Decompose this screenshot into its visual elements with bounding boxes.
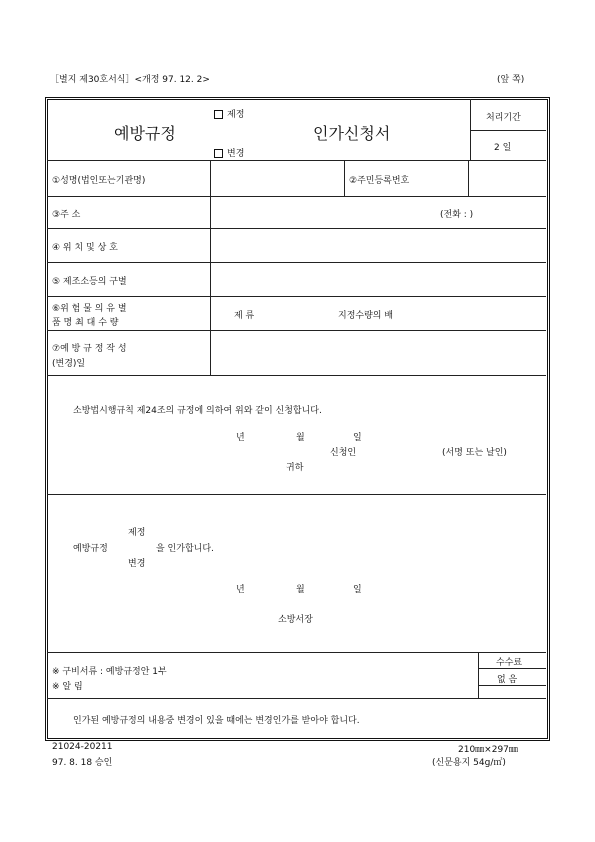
- option-amend[interactable]: 변경: [214, 146, 244, 159]
- approval-prefix: 예방규정: [73, 544, 108, 554]
- divider: [47, 698, 546, 699]
- processing-value: 2 일: [494, 143, 512, 153]
- option-enact[interactable]: 제정: [214, 107, 244, 120]
- approval-option-amend: 변경: [128, 559, 146, 569]
- notice-text: 인가된 예방규정의 내용중 변경이 있을 때에는 변경인가를 받아야 합니다.: [73, 716, 360, 726]
- page-side: (앞 쪽): [497, 75, 525, 85]
- application-day: 일: [353, 433, 362, 443]
- resident-number-field[interactable]: [470, 162, 544, 194]
- fee-value: 없 음: [497, 675, 518, 685]
- divider: [47, 296, 546, 297]
- address-label: ③주 소: [52, 210, 81, 220]
- divider: [47, 330, 546, 331]
- resident-number-label: ②주민등록번호: [349, 176, 410, 186]
- location-field[interactable]: [212, 230, 546, 262]
- application-month: 월: [296, 433, 305, 443]
- divider: [47, 375, 546, 376]
- approval-month: 월: [296, 585, 305, 595]
- form-reference: ［별지 제30호서식］<개정 97. 12. 2>: [50, 75, 210, 85]
- divider: [47, 196, 546, 197]
- category-field[interactable]: [212, 264, 546, 296]
- signature-note: (서명 또는 날인): [442, 448, 507, 458]
- divider: [468, 160, 469, 196]
- form-code: 21024-20211: [52, 742, 113, 752]
- divider: [47, 262, 546, 263]
- divider: [47, 652, 546, 653]
- fee-label: 수수료: [496, 658, 523, 668]
- location-label: ④ 위 치 및 상 호: [52, 243, 118, 253]
- checkbox-icon[interactable]: [214, 110, 223, 119]
- hazard-quantity: 지정수량의 배: [338, 311, 394, 321]
- hazard-label-1: ⑥위 험 물 의 유 별: [52, 304, 127, 314]
- approval-day: 일: [353, 585, 362, 595]
- notice-label: ※ 알 림: [52, 682, 83, 692]
- form-title-left: 예방규정: [114, 124, 176, 143]
- hazard-class: 제 류: [234, 311, 255, 321]
- paper-type: (신문용지 54g/㎡): [432, 758, 506, 768]
- approval-authority: 소방서장: [278, 615, 313, 625]
- approval-option-enact: 제정: [128, 528, 146, 538]
- date-label-1: ⑦예 방 규 정 작 성: [52, 344, 127, 354]
- divider: [47, 494, 546, 495]
- category-label: ⑤ 제조소등의 구별: [52, 277, 127, 287]
- required-documents: ※ 구비서류 : 예방규정안 1부: [52, 667, 167, 677]
- application-year: 년: [236, 433, 245, 443]
- date-label-2: (변경)일: [52, 359, 86, 369]
- name-label: ①성명(법인또는기관명): [52, 176, 146, 186]
- hazard-label-2: 품 명 최 대 수 량: [52, 318, 119, 328]
- date-field[interactable]: [212, 332, 546, 374]
- divider: [210, 160, 211, 375]
- approval-date: 97. 8. 18 승인: [52, 758, 113, 768]
- paper-size: 210㎜×297㎜: [458, 745, 518, 755]
- phone-field: (전화 : ): [440, 210, 474, 220]
- divider: [47, 160, 546, 161]
- divider: [344, 160, 345, 196]
- approval-suffix: 을 인가합니다.: [156, 544, 214, 554]
- divider: [470, 130, 546, 131]
- addressee-label: 귀하: [286, 463, 304, 473]
- address-field[interactable]: [212, 198, 546, 228]
- checkbox-icon[interactable]: [214, 149, 223, 158]
- name-field[interactable]: [212, 162, 342, 194]
- form-title-right: 인가신청서: [313, 124, 391, 143]
- divider: [470, 99, 471, 161]
- divider: [47, 228, 546, 229]
- processing-label: 처리기간: [486, 113, 521, 123]
- divider: [478, 652, 479, 698]
- application-form: [47, 99, 548, 739]
- applicant-label: 신청인: [330, 448, 357, 458]
- divider: [478, 668, 546, 669]
- divider: [478, 685, 546, 686]
- approval-year: 년: [236, 585, 245, 595]
- application-statement: 소방법시행규칙 제24조의 규정에 의하여 위와 같이 신청합니다.: [73, 406, 322, 416]
